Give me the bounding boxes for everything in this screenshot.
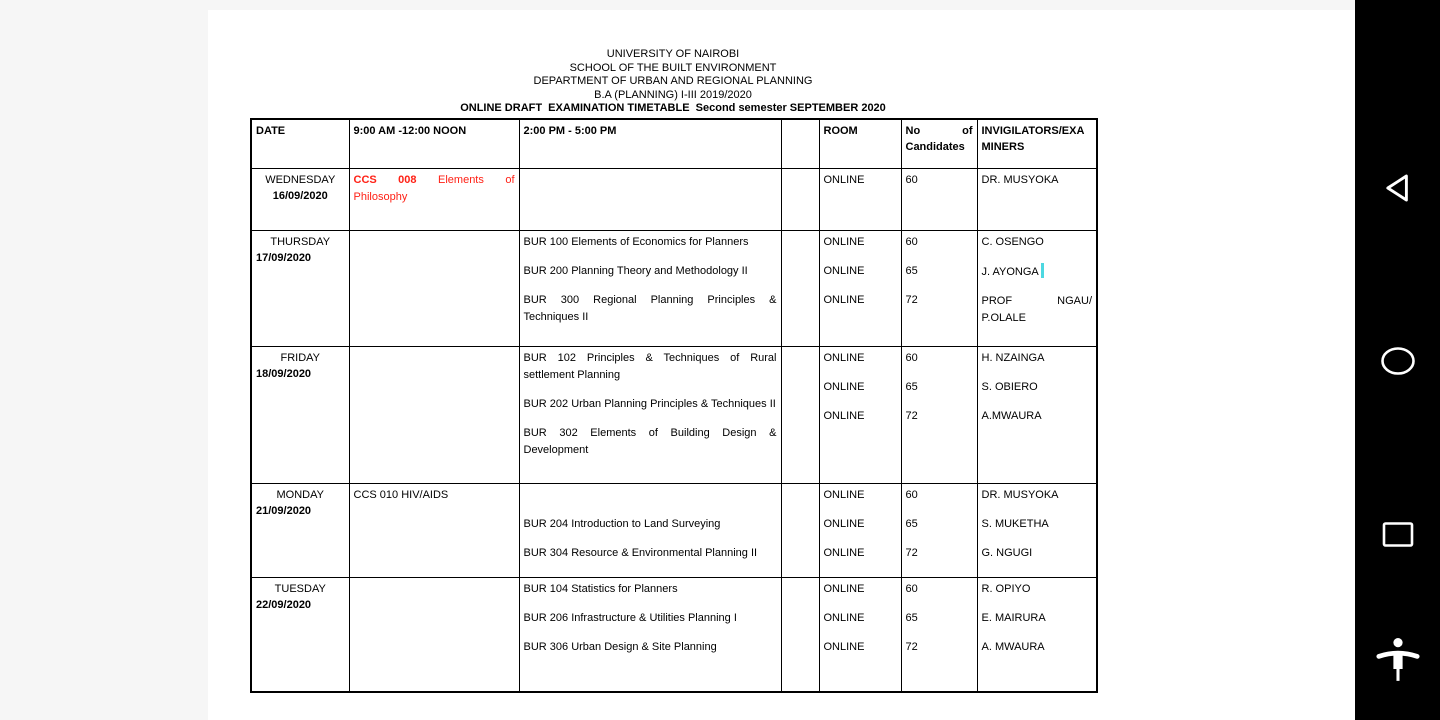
invigilator-name: PROF NGAU/ P.OLALE bbox=[981, 294, 1092, 324]
candidate-count: 72 bbox=[905, 546, 918, 559]
date-cell bbox=[251, 577, 349, 692]
candidates-cell bbox=[901, 230, 977, 346]
exam-timetable bbox=[250, 118, 1098, 693]
document-title: ONLINE DRAFT EXAMINATION TIMETABLE Second semester SEPTEMBER 2020 bbox=[460, 102, 886, 114]
course-entry: BUR 206 Infrastructure & Utilities Planning I bbox=[523, 611, 737, 624]
course-entry: BUR 302 Elements of Building Design & Development bbox=[523, 426, 777, 456]
candidate-count: 72 bbox=[905, 293, 918, 306]
invigilator-name: E. MAIRURA bbox=[981, 611, 1046, 624]
date-cell bbox=[251, 168, 349, 230]
invigilator-name: J. AYONGA bbox=[982, 263, 1093, 281]
candidate-count: 60 bbox=[905, 351, 918, 364]
col-header-date: DATE bbox=[251, 119, 349, 168]
invigilators-cell bbox=[977, 483, 1097, 577]
date-cell bbox=[251, 346, 349, 483]
course-entry: BUR 100 Elements of Economics for Planners bbox=[523, 235, 749, 248]
exam-day: THURSDAY bbox=[270, 235, 331, 248]
candidates-cell bbox=[901, 346, 977, 483]
course-entry: BUR 202 Urban Planning Principles & Techniques II bbox=[523, 397, 776, 410]
invigilator-name: DR. MUSYOKA bbox=[981, 488, 1059, 501]
invigilator-name: R. OPIYO bbox=[981, 582, 1031, 595]
invigilator-name: A. MWAURA bbox=[981, 640, 1045, 653]
text-cursor bbox=[1041, 263, 1044, 278]
morning-exam-cell bbox=[349, 577, 519, 692]
invigilator-name: DR. MUSYOKA bbox=[981, 173, 1059, 186]
header-line-school: SCHOOL OF THE BUILT ENVIRONMENT bbox=[569, 61, 777, 74]
course-entry: BUR 102 Principles & Techniques of Rural settlement Planning bbox=[523, 351, 777, 381]
candidates-cell bbox=[901, 168, 977, 230]
exam-day: FRIDAY bbox=[280, 351, 321, 364]
morning-exam-cell bbox=[349, 483, 519, 577]
spacer-cell bbox=[781, 483, 819, 577]
exam-date: 17/09/2020 bbox=[256, 251, 312, 264]
exam-day: MONDAY bbox=[276, 488, 324, 501]
afternoon-exam-cell bbox=[519, 230, 781, 346]
col-header-morning: 9:00 AM -12:00 NOON bbox=[349, 119, 519, 168]
col-header-room: ROOM bbox=[819, 119, 901, 168]
room-cell bbox=[819, 483, 901, 577]
course-entry: BUR 304 Resource & Environmental Planning II bbox=[523, 546, 758, 559]
spacer-cell bbox=[781, 168, 819, 230]
timetable-row bbox=[251, 168, 1097, 230]
spacer-cell bbox=[781, 346, 819, 483]
table-header-row bbox=[251, 119, 1097, 168]
afternoon-exam-cell bbox=[519, 483, 781, 577]
header-line-university: UNIVERSITY OF NAIROBI bbox=[606, 48, 740, 60]
document-header bbox=[250, 48, 1096, 116]
timetable-row bbox=[251, 230, 1097, 346]
afternoon-exam-cell bbox=[519, 346, 781, 483]
room-cell bbox=[819, 230, 901, 346]
spacer-cell bbox=[781, 230, 819, 346]
candidate-count: 60 bbox=[905, 488, 918, 501]
candidate-count: 72 bbox=[905, 640, 918, 653]
back-icon[interactable] bbox=[1380, 170, 1416, 206]
room-value: ONLINE bbox=[823, 582, 865, 595]
course-entry: BUR 306 Urban Design & Site Planning bbox=[523, 640, 717, 653]
course-entry: BUR 204 Introduction to Land Surveying bbox=[523, 517, 721, 530]
candidates-cell bbox=[901, 577, 977, 692]
exam-date: 16/09/2020 bbox=[272, 189, 328, 202]
room-value: ONLINE bbox=[823, 173, 865, 186]
candidates-cell bbox=[901, 483, 977, 577]
invigilator-name: S. MUKETHA bbox=[981, 517, 1049, 530]
candidate-count: 65 bbox=[905, 611, 918, 624]
exam-date: 21/09/2020 bbox=[256, 504, 312, 517]
afternoon-exam-cell bbox=[519, 168, 781, 230]
room-cell bbox=[819, 346, 901, 483]
morning-exam-cell bbox=[349, 230, 519, 346]
home-icon[interactable] bbox=[1380, 346, 1416, 376]
course-entry: BUR 300 Regional Planning Principles & Techniques II bbox=[523, 293, 777, 323]
timetable-row bbox=[251, 577, 1097, 692]
room-value: ONLINE bbox=[823, 488, 865, 501]
invigilator-name: H. NZAINGA bbox=[981, 351, 1045, 364]
room-value: ONLINE bbox=[823, 517, 865, 530]
exam-date: 22/09/2020 bbox=[256, 598, 312, 611]
room-value: ONLINE bbox=[823, 380, 865, 393]
invigilator-name: A.MWAURA bbox=[981, 409, 1042, 422]
date-cell bbox=[251, 483, 349, 577]
course-entry bbox=[524, 487, 777, 504]
candidate-count: 60 bbox=[905, 582, 918, 595]
room-value: ONLINE bbox=[823, 351, 865, 364]
room-value: ONLINE bbox=[823, 546, 865, 559]
invigilators-cell bbox=[977, 168, 1097, 230]
header-line-program: B.A (PLANNING) I-III 2019/2020 bbox=[594, 88, 752, 101]
accessibility-icon[interactable] bbox=[1375, 636, 1421, 686]
room-value: ONLINE bbox=[823, 611, 865, 624]
timetable-row bbox=[251, 483, 1097, 577]
morning-exam-cell bbox=[349, 168, 519, 230]
room-cell bbox=[819, 168, 901, 230]
exam-day: TUESDAY bbox=[274, 582, 326, 595]
candidate-count: 60 bbox=[905, 235, 918, 248]
course-entry: CCS 008 Elements of Philosophy bbox=[353, 173, 515, 203]
course-entry: CCS 010 HIV/AIDS bbox=[353, 488, 449, 501]
invigilators-cell bbox=[977, 346, 1097, 483]
afternoon-exam-cell bbox=[519, 577, 781, 692]
recents-icon[interactable] bbox=[1382, 521, 1414, 548]
candidate-count: 60 bbox=[905, 173, 918, 186]
exam-date: 18/09/2020 bbox=[256, 367, 312, 380]
candidate-count: 65 bbox=[905, 380, 918, 393]
room-value: ONLINE bbox=[823, 640, 865, 653]
timetable-row bbox=[251, 346, 1097, 483]
date-cell bbox=[251, 230, 349, 346]
room-cell bbox=[819, 577, 901, 692]
invigilator-name: G. NGUGI bbox=[981, 546, 1033, 559]
course-entry: BUR 200 Planning Theory and Methodology II bbox=[523, 264, 748, 277]
candidate-count: 72 bbox=[905, 409, 918, 422]
exam-day: WEDNESDAY bbox=[265, 173, 336, 186]
col-header-spacer bbox=[781, 119, 819, 168]
invigilator-name: C. OSENGO bbox=[981, 235, 1044, 248]
col-header-afternoon: 2:00 PM - 5:00 PM bbox=[519, 119, 781, 168]
invigilators-cell bbox=[977, 577, 1097, 692]
android-nav-bar bbox=[1355, 0, 1440, 720]
candidate-count: 65 bbox=[905, 264, 918, 277]
room-value: ONLINE bbox=[823, 293, 865, 306]
room-value: ONLINE bbox=[823, 409, 865, 422]
document-page[interactable] bbox=[208, 10, 1355, 720]
timetable-body bbox=[251, 168, 1097, 692]
course-entry: BUR 104 Statistics for Planners bbox=[523, 582, 678, 595]
morning-exam-cell bbox=[349, 346, 519, 483]
header-line-department: DEPARTMENT OF URBAN AND REGIONAL PLANNING bbox=[533, 75, 813, 87]
room-value: ONLINE bbox=[823, 235, 865, 248]
invigilators-cell bbox=[977, 230, 1097, 346]
col-header-invigilators: INVIGILATORS/EXAMINERS bbox=[977, 119, 1097, 168]
room-value: ONLINE bbox=[823, 264, 865, 277]
spacer-cell bbox=[781, 577, 819, 692]
invigilator-name: S. OBIERO bbox=[981, 380, 1038, 393]
col-header-candidates: No of Candidates bbox=[901, 119, 977, 168]
candidate-count: 65 bbox=[905, 517, 918, 530]
